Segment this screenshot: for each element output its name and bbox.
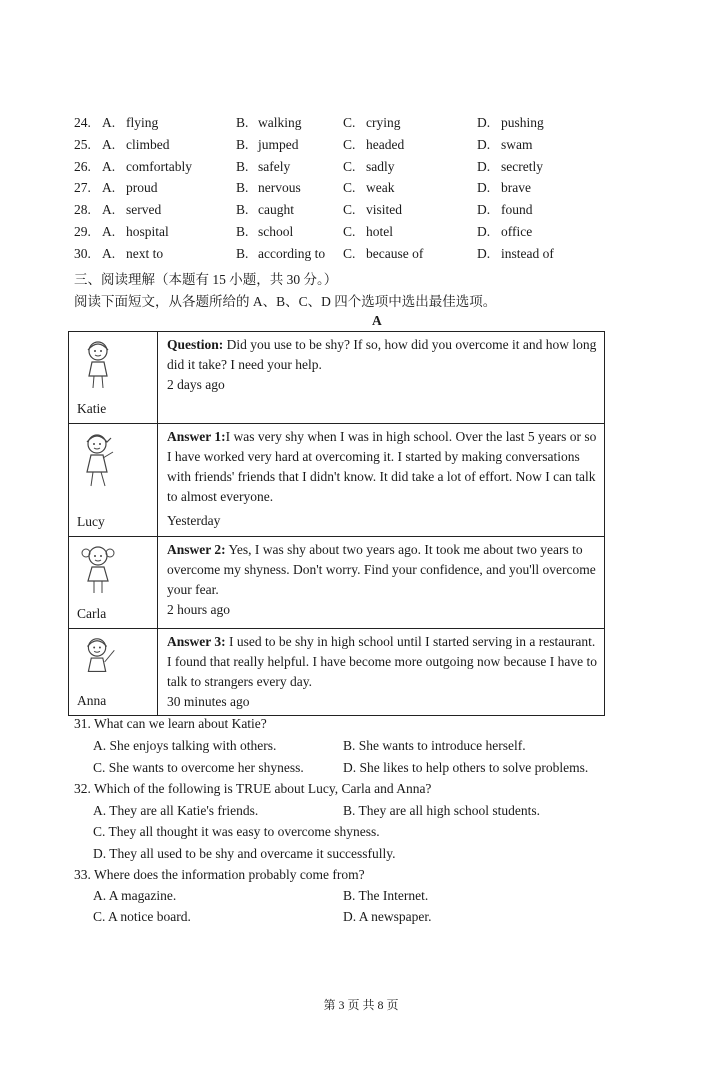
option-letter: C. — [343, 202, 356, 217]
option-letter: B. — [236, 180, 249, 195]
option-letter: D. — [477, 246, 491, 261]
answer-option: D. They all used to be shy and overcame it successfully. — [93, 846, 396, 861]
question-number: 30. — [74, 246, 91, 261]
post-time: 2 days ago — [167, 377, 225, 392]
question-stem: 33. Where does the information probably come from? — [74, 867, 365, 882]
option-c: because of — [366, 246, 424, 261]
page-footer: 第 3 页 共 8 页 — [323, 998, 399, 1012]
post-text: Yes, I was shy about two years ago. It took me about two years to overcome my shyness. Don't worry. Find your confidence, and you'll overcome your fear. — [167, 542, 596, 597]
girl-avatar-icon — [77, 430, 119, 490]
option-letter: C. — [343, 224, 356, 239]
option-letter: D. — [477, 137, 491, 152]
question-stem: 32. Which of the following is TRUE about Lucy, Carla and Anna? — [74, 781, 432, 796]
option-letter: C. — [343, 115, 356, 130]
option-b: according to — [258, 246, 326, 261]
option-letter: D. — [477, 159, 491, 174]
option-d: instead of — [501, 246, 554, 261]
option-a: proud — [126, 180, 158, 195]
forum-post — [69, 537, 605, 629]
post-content — [158, 537, 605, 629]
answer-option: D. A newspaper. — [343, 909, 432, 924]
answer-option: C. A notice board. — [93, 909, 191, 924]
question-stem: 31. What can we learn about Katie? — [74, 716, 267, 731]
forum-post — [69, 332, 605, 424]
option-a: comfortably — [126, 159, 192, 174]
option-d: pushing — [501, 115, 544, 130]
post-text: I was very shy when I was in high school. Over the last 5 years or so I have worked very hard at overcoming it. I started by making conversations with friends' friends that I didn't know. It did take a lot of effort. Now I can talk to almost everyone. — [167, 429, 597, 504]
option-letter: C. — [343, 246, 356, 261]
post-content — [158, 424, 605, 537]
post-content — [158, 629, 605, 716]
option-letter: A. — [102, 137, 116, 152]
option-a: hospital — [126, 224, 169, 239]
forum-post — [69, 424, 605, 537]
option-b: walking — [258, 115, 302, 130]
passage-label: A — [372, 313, 382, 328]
option-b: caught — [258, 202, 294, 217]
post-time: Yesterday — [167, 513, 221, 528]
option-a: climbed — [126, 137, 170, 152]
question-number: 25. — [74, 137, 91, 152]
option-b: nervous — [258, 180, 301, 195]
option-letter: D. — [477, 202, 491, 217]
option-d: brave — [501, 180, 531, 195]
option-c: headed — [366, 137, 405, 152]
post-text: Did you use to be shy? If so, how did you overcome it and how long did it take? I need your help. — [167, 337, 597, 372]
option-letter: A. — [102, 224, 116, 239]
user-name: Anna — [77, 693, 107, 708]
option-letter: C. — [343, 159, 356, 174]
option-letter: B. — [236, 224, 249, 239]
option-d: secretly — [501, 159, 543, 174]
question-number: 27. — [74, 180, 91, 195]
user-name: Katie — [77, 401, 107, 416]
option-letter: C. — [343, 137, 356, 152]
post-label: Question: — [167, 337, 224, 352]
post-label: Answer 3: — [167, 634, 226, 649]
answer-option: A. They are all Katie's friends. — [93, 803, 259, 818]
answer-option: A. A magazine. — [93, 888, 177, 903]
answer-option: B. She wants to introduce herself. — [343, 738, 526, 753]
forum-post — [69, 629, 605, 716]
option-letter: A. — [102, 115, 116, 130]
option-a: flying — [126, 115, 159, 130]
user-cell — [69, 629, 158, 716]
option-a: served — [126, 202, 162, 217]
option-c: visited — [366, 202, 402, 217]
question-number: 29. — [74, 224, 91, 239]
option-c: hotel — [366, 224, 393, 239]
post-text: I used to be shy in high school until I started serving in a restaurant. I found that really helpful. I have become more outgoing now because I have to talk to strangers every day. — [167, 634, 597, 689]
option-a: next to — [126, 246, 164, 261]
user-cell — [69, 537, 158, 629]
user-cell — [69, 332, 158, 424]
user-name: Carla — [77, 606, 107, 621]
option-d: found — [501, 202, 533, 217]
answer-option: B. The Internet. — [343, 888, 429, 903]
post-label: Answer 2: — [167, 542, 226, 557]
option-c: crying — [366, 115, 401, 130]
option-b: safely — [258, 159, 291, 174]
option-letter: B. — [236, 159, 249, 174]
answer-option: B. They are all high school students. — [343, 803, 540, 818]
post-time: 2 hours ago — [167, 602, 230, 617]
question-number: 28. — [74, 202, 91, 217]
option-letter: A. — [102, 180, 116, 195]
option-b: jumped — [258, 137, 299, 152]
option-b: school — [258, 224, 294, 239]
post-time: 30 minutes ago — [167, 694, 250, 709]
option-c: weak — [366, 180, 395, 195]
user-cell — [69, 424, 158, 537]
option-letter: B. — [236, 246, 249, 261]
question-number: 26. — [74, 159, 91, 174]
answer-option: C. They all thought it was easy to overcome shyness. — [93, 824, 380, 839]
option-letter: A. — [102, 246, 116, 261]
option-letter: A. — [102, 202, 116, 217]
girl-avatar-icon — [77, 338, 119, 392]
girl-avatar-icon — [77, 635, 119, 683]
option-d: swam — [501, 137, 533, 152]
option-c: sadly — [366, 159, 395, 174]
option-letter: C. — [343, 180, 356, 195]
answer-option: A. She enjoys talking with others. — [93, 738, 277, 753]
answer-option: D. She likes to help others to solve problems. — [343, 760, 589, 775]
answer-option: C. She wants to overcome her shyness. — [93, 760, 304, 775]
section-title: 三、阅读理解（本题有 15 小题，共 30 分。） — [74, 272, 338, 287]
option-letter: D. — [477, 180, 491, 195]
section-instruction: 阅读下面短文，从各题所给的 A、B、C、D 四个选项中选出最佳选项。 — [74, 294, 497, 309]
option-letter: D. — [477, 224, 491, 239]
forum-table — [68, 331, 605, 716]
girl-avatar-icon — [77, 543, 119, 597]
question-number: 24. — [74, 115, 91, 130]
option-letter: B. — [236, 137, 249, 152]
option-d: office — [501, 224, 533, 239]
post-content — [158, 332, 605, 424]
post-label: Answer 1: — [167, 429, 226, 444]
option-letter: D. — [477, 115, 491, 130]
option-letter: A. — [102, 159, 116, 174]
option-letter: B. — [236, 202, 249, 217]
user-name: Lucy — [77, 514, 105, 529]
option-letter: B. — [236, 115, 249, 130]
